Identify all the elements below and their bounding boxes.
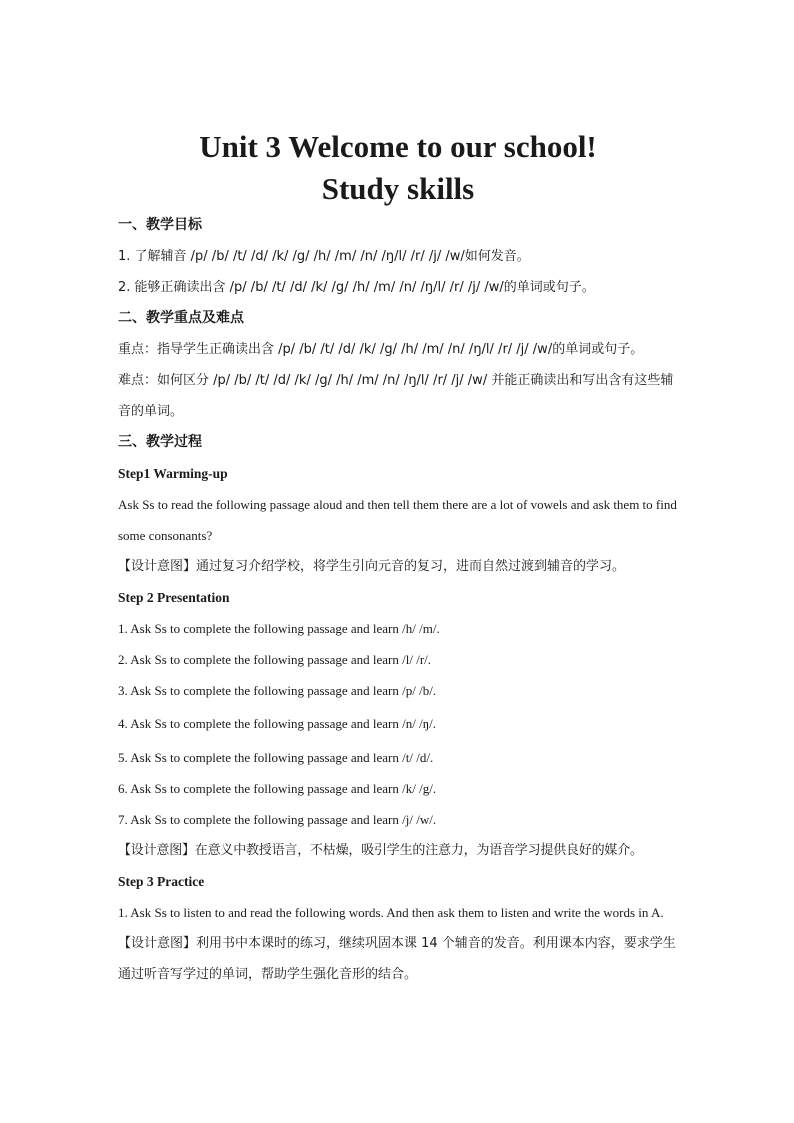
difficulty-text: 难点：如何区分 /p/ /b/ /t/ /d/ /k/ /g/ /h/ /m/ /n/ /ŋ/l/ /r/ /j/ /w/ 并能正确读出和写出含有这些辅音的单词。 xyxy=(118,373,674,419)
step2-item: 5. Ask Ss to complete the following passage and learn /t/ /d/. xyxy=(118,750,434,765)
step3-design-note: 【设计意图】利用书中本课时的练习，继续巩固本课 14 个辅音的发音。利用课本内容，要求学生通过听音写学过的单词，帮助学生强化音形的结合。 xyxy=(118,936,676,982)
step2-design-note: 【设计意图】在意义中教授语言，不枯燥，吸引学生的注意力，为语音学习提供良好的媒介。 xyxy=(118,843,643,858)
objective-item: 2. 能够正确读出含 /p/ /b/ /t/ /d/ /k/ /g/ /h/ /m/ /n/ /ŋ/l/ /r/ /j/ /w/的单词或句子。 xyxy=(118,280,595,295)
step2-item: 3. Ask Ss to complete the following passage and learn /p/ /b/. xyxy=(118,683,437,698)
section-heading-key-points: 二、教学重点及难点 xyxy=(118,310,244,326)
focus-text: 重点：指导学生正确读出含 /p/ /b/ /t/ /d/ /k/ /g/ /h/ /m/ /n/ /ŋ/l/ /r/ /j/ /w/的单词或句子。 xyxy=(118,342,644,357)
step2-item: 2. Ask Ss to complete the following passage and learn /l/ /r/. xyxy=(118,652,432,667)
step2-title: Step 2 Presentation xyxy=(118,590,230,605)
step3-title: Step 3 Practice xyxy=(118,874,205,889)
objective-item: 1. 了解辅音 /p/ /b/ /t/ /d/ /k/ /g/ /h/ /m/ /n/ /ŋ/l/ /r/ /j/ /w/如何发音。 xyxy=(118,249,530,264)
step3-text: 1. Ask Ss to listen to and read the following words. And then ask them to listen and write the words in A. xyxy=(118,905,664,920)
step2-item: 1. Ask Ss to complete the following passage and learn /h/ /m/. xyxy=(118,621,440,636)
step1-design-note: 【设计意图】通过复习介绍学校，将学生引向元音的复习，进而自然过渡到辅音的学习。 xyxy=(118,559,626,574)
step2-item: 6. Ask Ss to complete the following passage and learn /k/ /g/. xyxy=(118,781,437,796)
step2-item: 7. Ask Ss to complete the following passage and learn /j/ /w/. xyxy=(118,812,437,827)
step1-text: Ask Ss to read the following passage aloud and then tell them there are a lot of vowels and ask them to find some consonants? xyxy=(118,497,677,543)
title-line-1: Unit 3 Welcome to our school! xyxy=(199,129,597,164)
section-heading-objectives: 一、教学目标 xyxy=(118,217,202,233)
title-line-2: Study skills xyxy=(321,171,475,206)
document-title xyxy=(118,126,678,210)
step2-item: 4. Ask Ss to complete the following passage and learn /n/ /ŋ/. xyxy=(118,716,437,731)
document-page xyxy=(118,126,678,990)
step1-title: Step1 Warming-up xyxy=(118,466,228,481)
section-heading-process: 三、教学过程 xyxy=(118,434,202,450)
